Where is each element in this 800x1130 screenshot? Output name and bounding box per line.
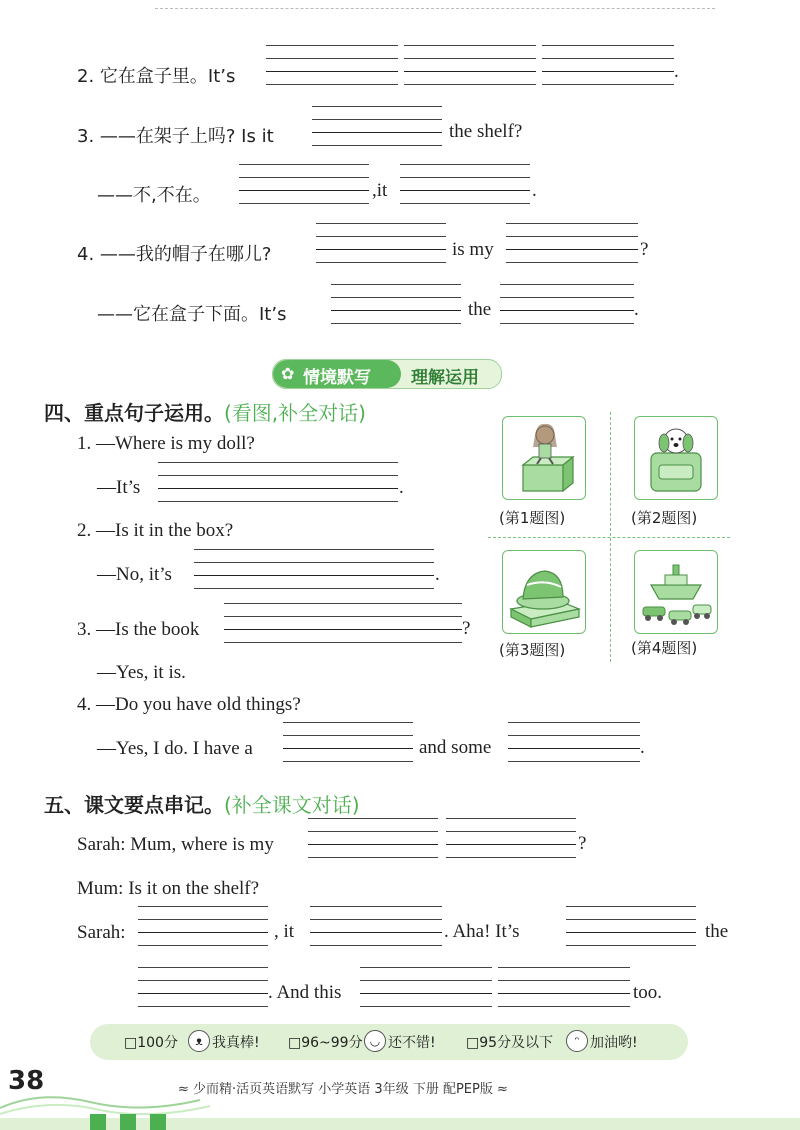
q4-answer-blank-1[interactable]: [331, 284, 461, 324]
q3-answer-blank-1[interactable]: [239, 164, 369, 204]
picture-grid-hline: [488, 537, 730, 538]
s4-q2-blank[interactable]: [194, 549, 434, 589]
s5-line1-blank-2[interactable]: [446, 818, 576, 858]
cheer-face-icon: ᵔ: [566, 1030, 588, 1052]
q4-answer-end: .: [634, 299, 639, 320]
picture-book-under-hat: [502, 550, 586, 634]
q4-answer-blank-2[interactable]: [500, 284, 634, 324]
q3-answer-mid: ,it: [372, 180, 388, 201]
score-option-96[interactable]: □96~99分: [288, 1035, 363, 1051]
caption-picture-3: (第3题图): [499, 641, 566, 659]
score-option-95-text: 加油哟!: [590, 1035, 638, 1051]
caption-picture-4: (第4题图): [631, 639, 698, 657]
s4-q1-line1: 1. —Where is my doll?: [77, 433, 255, 454]
footer-text: ≈ 少而精·活页英语默写 小学英语 3年级 下册 配PEP版 ≈: [178, 1082, 508, 1097]
s4-q1-blank[interactable]: [158, 462, 398, 502]
q4-mid: is my: [452, 239, 494, 260]
caption-picture-1: (第1题图): [499, 509, 566, 527]
banner-left-label: 情境默写: [303, 368, 371, 388]
s5-line3-the: the: [705, 921, 729, 942]
q3-answer-blank-2[interactable]: [400, 164, 530, 204]
q4-prompt: 4. ——我的帽子在哪儿?: [77, 244, 272, 265]
s4-q4-line1: 4. —Do you have old things?: [77, 694, 301, 715]
score-bar: [90, 1024, 688, 1060]
q3-mid: the shelf?: [449, 121, 523, 142]
footer: [0, 1060, 800, 1130]
q4-blank-1[interactable]: [316, 223, 446, 263]
smile-face-icon: ◡: [364, 1030, 386, 1052]
s4-q3-blank[interactable]: [224, 603, 462, 643]
s4-q4-line2: —Yes, I do. I have a: [97, 738, 253, 759]
s4-q2-line1: 2. —Is it in the box?: [77, 520, 234, 541]
picture-doll-on-box: [502, 416, 586, 500]
banner-right-label: 理解运用: [411, 368, 479, 388]
picture-boat-and-cars: [634, 550, 718, 634]
s5-line3-blank-2[interactable]: [310, 906, 442, 946]
score-option-95[interactable]: □95分及以下: [466, 1035, 554, 1051]
s4-q2-end: .: [435, 564, 440, 585]
q3-blank-1[interactable]: [312, 106, 442, 146]
s5-line3-speaker: Sarah:: [77, 922, 126, 943]
s5-line3-it: , it: [274, 921, 295, 942]
bear-face-icon: ᴥ: [188, 1030, 210, 1052]
q4-end: ?: [640, 239, 649, 260]
q3-answer-prompt: ——不,不在。: [97, 185, 211, 206]
top-cut-line: [155, 8, 715, 9]
s5-line4-too: too.: [633, 982, 663, 1003]
s5-line4-blank-2[interactable]: [360, 967, 492, 1007]
caption-picture-2: (第2题图): [631, 509, 698, 527]
s4-q3-end: ?: [462, 618, 471, 639]
score-option-100[interactable]: □100分: [124, 1035, 178, 1051]
s5-line3-blank-3[interactable]: [566, 906, 696, 946]
s5-line1: Sarah: Mum, where is my: [77, 834, 274, 855]
section5-title: 五、课文要点串记。(补全课文对话): [44, 793, 360, 817]
q3-answer-end: .: [532, 180, 537, 201]
section-banner: [272, 359, 502, 389]
s4-q2-line2: —No, it’s: [97, 564, 172, 585]
s5-line4-blank-3[interactable]: [498, 967, 630, 1007]
section5-instruction: (补全课文对话): [224, 793, 360, 817]
s5-line4-and-this: . And this: [268, 982, 342, 1003]
s4-q4-end: .: [640, 737, 645, 758]
page-number: 38: [8, 1066, 45, 1096]
q3-prompt: 3. ——在架子上吗? Is it: [77, 126, 274, 147]
q2-prompt: 2. 它在盒子里。It’s: [77, 66, 236, 87]
picture-dog-in-bag: [634, 416, 718, 500]
score-option-100-text: 我真棒!: [212, 1035, 260, 1051]
s4-q4-blank-2[interactable]: [508, 722, 640, 762]
s5-line3-blank-1[interactable]: [138, 906, 268, 946]
s5-line4-blank-1[interactable]: [138, 967, 268, 1007]
q2-blank-3[interactable]: [542, 45, 674, 85]
q4-blank-2[interactable]: [506, 223, 638, 263]
score-option-96-text: 还不错!: [388, 1035, 436, 1051]
flower-icon: ✿: [281, 364, 295, 383]
s4-q1-line2: —It’s: [97, 477, 141, 498]
section4-title: 四、重点句子运用。(看图,补全对话): [44, 401, 366, 425]
q4-answer-mid: the: [468, 299, 492, 320]
s5-line1-blank-1[interactable]: [308, 818, 438, 858]
section4-instruction: (看图,补全对话): [224, 401, 366, 425]
s4-q4-blank-1[interactable]: [283, 722, 413, 762]
s5-line1-end: ?: [578, 833, 587, 854]
s4-q1-end: .: [399, 477, 404, 498]
s4-q3-line2: —Yes, it is.: [97, 662, 186, 683]
q2-blank-1[interactable]: [266, 45, 398, 85]
s5-line2: Mum: Is it on the shelf?: [77, 878, 260, 899]
s4-q4-mid: and some: [419, 737, 492, 758]
q4-answer-prompt: ——它在盒子下面。It’s: [97, 304, 287, 325]
s5-line3-aha: . Aha! It’s: [444, 921, 520, 942]
s4-q3-line1: 3. —Is the book: [77, 619, 200, 640]
q2-end: .: [674, 61, 679, 82]
q2-blank-2[interactable]: [404, 45, 536, 85]
